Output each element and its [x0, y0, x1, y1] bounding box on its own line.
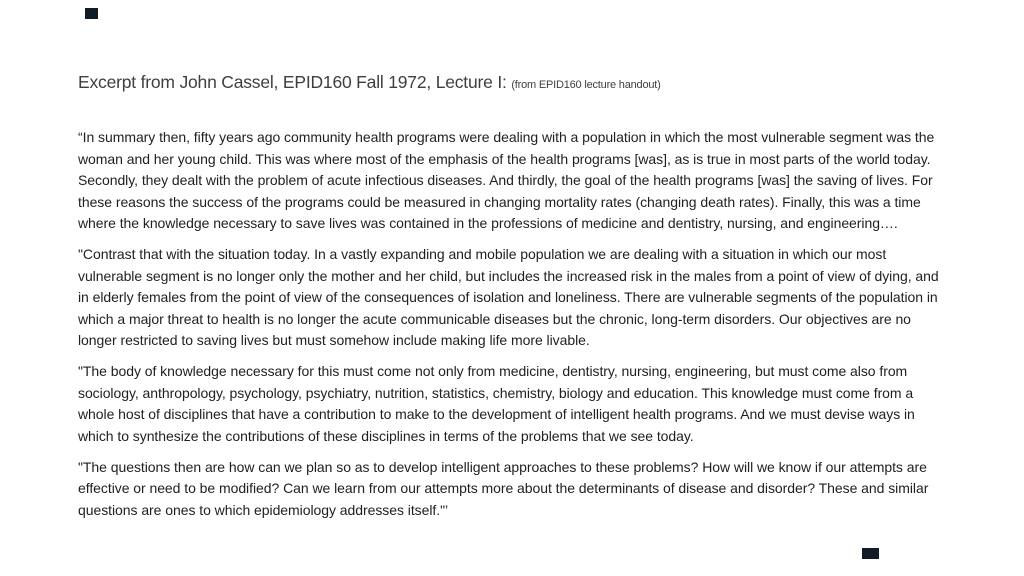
- slide-body: [78, 127, 952, 531]
- slide-decoration-top-left: [85, 8, 98, 19]
- slide-title-text: Excerpt from John Cassel, EPID160 Fall 1972, Lecture I:: [78, 72, 507, 92]
- slide-decoration-bottom-right: [862, 548, 879, 559]
- slide-title: [78, 72, 661, 93]
- slide-paragraph-4: "The questions then are how can we plan so as to develop intelligent approaches to these problems? How will we know if our attempts are effective or need to be modified? Can we learn from our attempts more about the determinants of disease and disorder? These and similar questions are ones to which epidemiology addresses itself."’: [78, 458, 929, 518]
- slide-paragraph-1: “In summary then, fifty years ago community health programs were dealing with a population in which the most vulnerable segment was the woman and her young child. This was where most of the emphasis of the health programs [was], as is true in most parts of the world today. Secondly, they dealt with the problem of acute infectious diseases. And thirdly, the goal of the health programs [was] the saving of lives. For these reasons the success of the programs could be measured in changing mortality rates (changing death rates). Finally, this was a time where the knowledge necessary to save lives was contained in the professions of medicine and dentistry, nursing, and engineering….: [78, 129, 935, 231]
- slide-paragraph-2: "Contrast that with the situation today. In a vastly expanding and mobile population we are dealing with a situation in which our most vulnerable segment is no longer only the mother and her child, but includes the increased risk in the males from a point of view of dying, and in elderly females from the point of view of the consequences of isolation and loneliness. There are vulnerable segments of the population in which a major threat to health is no longer the acute communicable diseases but the chronic, long-term disorders. Our objectives are no longer restricted to saving lives but must somehow include making life more livable.: [78, 246, 939, 348]
- slide-title-suffix: (from EPID160 lecture handout): [511, 79, 661, 91]
- slide-paragraph-3: "The body of knowledge necessary for this must come not only from medicine, dentistry, nursing, engineering, but must come also from sociology, anthropology, psychology, psychiatry, nutrition, statistics, chemistry, biology and education. This knowledge must come from a whole host of disciplines that have a contribution to make to the development of intelligent health programs. And we must devise ways in which to synthesize the contributions of these disciplines in terms of the problems that we see today.: [78, 363, 915, 444]
